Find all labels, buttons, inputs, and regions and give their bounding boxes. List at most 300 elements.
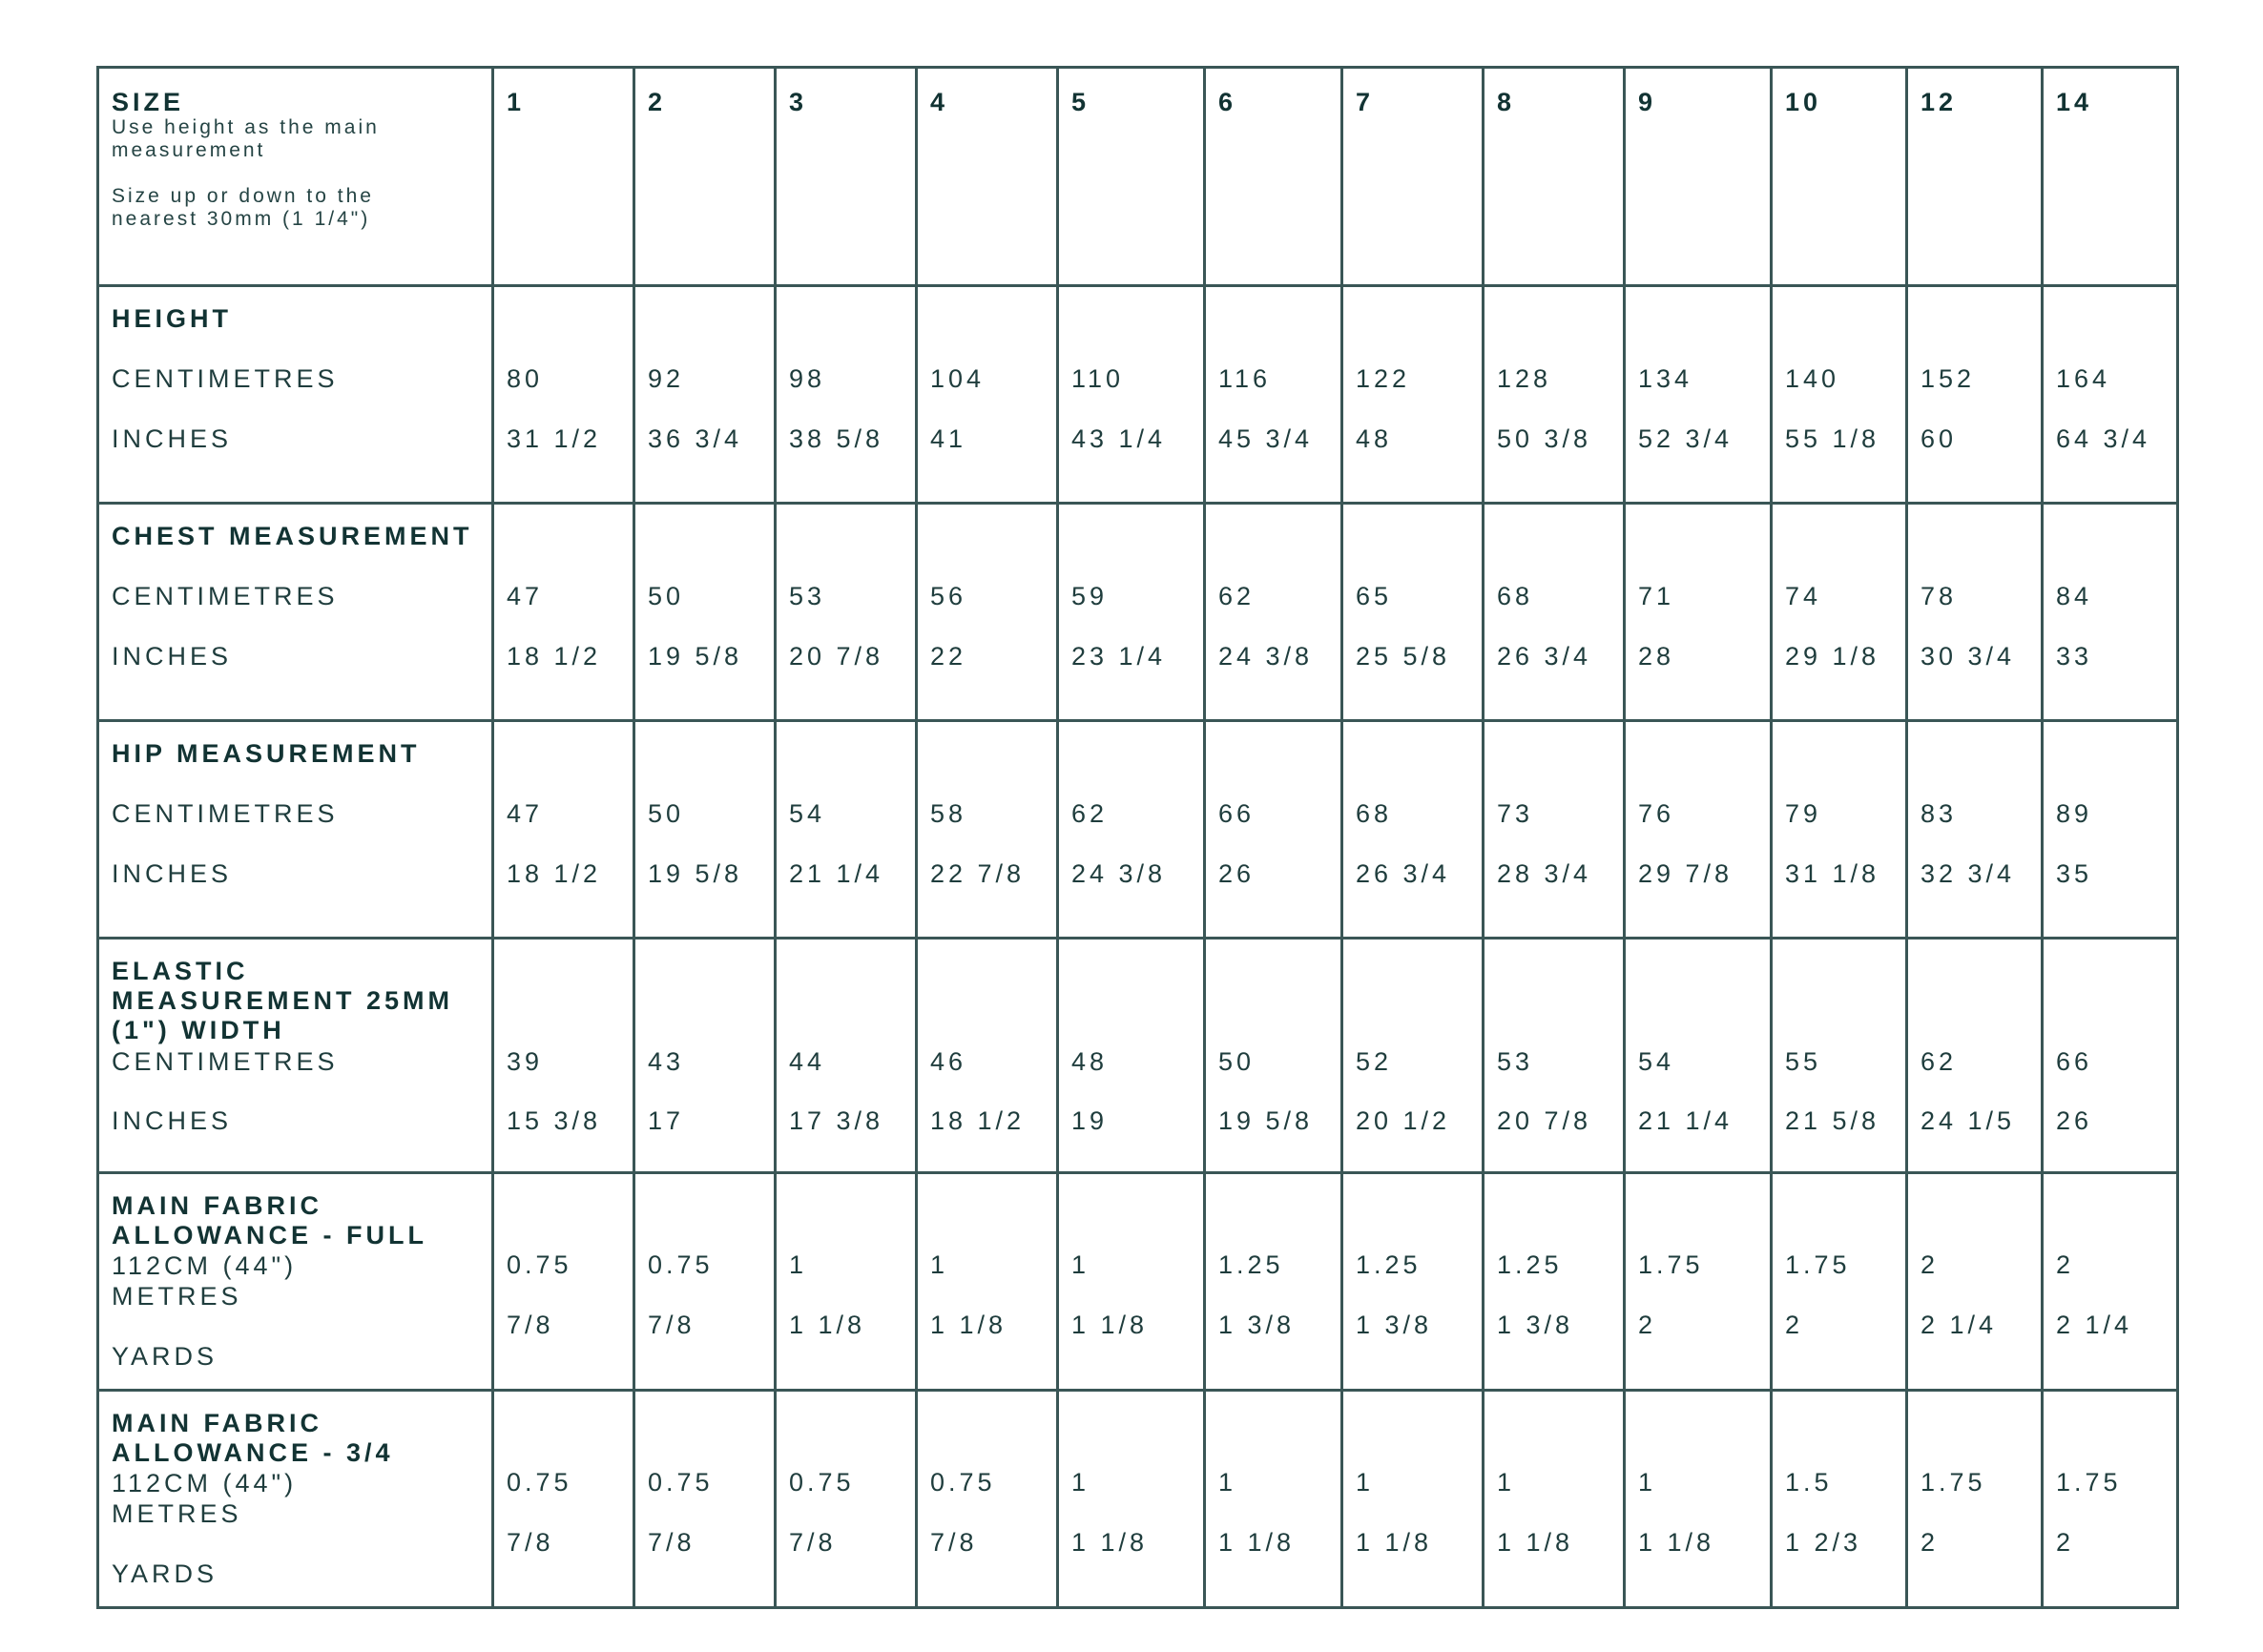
value-cell [1342, 939, 1484, 1173]
value-primary: 1.25 [1497, 1250, 1563, 1279]
value-cell [1205, 504, 1342, 721]
value-secondary: 1 1/8 [1638, 1528, 1715, 1557]
value-primary: 68 [1497, 582, 1534, 610]
value-primary: 44 [789, 1047, 826, 1076]
value-primary: 46 [930, 1047, 967, 1076]
section-title: CHEST MEASUREMENT [112, 522, 473, 550]
unit-label-primary: CENTIMETRES [112, 364, 339, 393]
value-primary: 47 [507, 582, 544, 610]
value-primary: 62 [1920, 1047, 1958, 1076]
value-secondary: 52 3/4 [1638, 424, 1734, 453]
unit-label-secondary: YARDS [112, 1342, 218, 1371]
value-primary: 55 [1785, 1047, 1822, 1076]
value-secondary: 26 [1218, 859, 1256, 888]
unit-label-secondary: YARDS [112, 1559, 218, 1588]
value-cell [1058, 721, 1205, 939]
value-secondary: 26 3/4 [1356, 859, 1451, 888]
value-cell [2043, 1391, 2178, 1608]
value-cell-inner [635, 1174, 774, 1389]
value-secondary: 1 3/8 [1497, 1311, 1574, 1339]
value-primary: 54 [789, 799, 826, 828]
value-cell-inner [1908, 722, 2041, 937]
value-cell-inner [1206, 287, 1340, 502]
value-primary: 62 [1071, 799, 1109, 828]
value-cell [776, 1391, 917, 1608]
measurement-label-cell [98, 721, 493, 939]
value-cell-inner [494, 505, 633, 719]
size-column-header [1625, 68, 1772, 286]
size-number: 10 [1785, 88, 1822, 116]
size-column-inner [1206, 69, 1340, 284]
value-cell-inner [1343, 722, 1482, 937]
value-cell [493, 1173, 634, 1391]
value-cell-inner [635, 1392, 774, 1606]
value-cell [634, 1173, 776, 1391]
value-cell [1205, 721, 1342, 939]
value-cell [1058, 1391, 1205, 1608]
value-cell-inner [1059, 1174, 1203, 1389]
value-cell [1772, 939, 1907, 1173]
value-primary: 0.75 [648, 1468, 714, 1497]
value-cell-inner [777, 1392, 915, 1606]
value-secondary: 25 5/8 [1356, 642, 1451, 671]
value-cell-inner [1773, 1392, 1905, 1606]
size-title: SIZE [112, 88, 185, 116]
value-cell-inner [1343, 940, 1482, 1171]
value-cell-inner [1626, 1174, 1770, 1389]
value-primary: 48 [1071, 1047, 1109, 1076]
size-chart-table [96, 66, 2179, 1609]
value-cell-inner [1206, 1174, 1340, 1389]
value-secondary: 28 [1638, 642, 1675, 671]
measurement-label-inner [99, 1392, 491, 1606]
value-primary: 1.75 [2056, 1468, 2122, 1497]
section-title: HEIGHT [112, 304, 233, 333]
value-secondary: 23 1/4 [1071, 642, 1167, 671]
unit-label-secondary: INCHES [112, 859, 233, 888]
value-cell-inner [1059, 1392, 1203, 1606]
value-primary: 0.75 [930, 1468, 996, 1497]
value-secondary: 1 3/8 [1356, 1311, 1433, 1339]
value-cell [1772, 504, 1907, 721]
measurement-label-cell [98, 939, 493, 1173]
value-cell-inner [1908, 940, 2041, 1171]
value-primary: 78 [1920, 582, 1958, 610]
value-secondary: 41 [930, 424, 967, 453]
measurement-row [98, 504, 2178, 721]
value-primary: 1.75 [1638, 1250, 1704, 1279]
value-cell-inner [1484, 1392, 1623, 1606]
value-primary: 1 [1218, 1468, 1237, 1497]
value-cell-inner [1773, 722, 1905, 937]
value-cell-inner [635, 287, 774, 502]
value-cell [1342, 721, 1484, 939]
size-column-inner [1059, 69, 1203, 284]
value-cell-inner [494, 1174, 633, 1389]
measurement-row [98, 939, 2178, 1173]
value-cell [1484, 939, 1625, 1173]
value-secondary: 19 [1071, 1106, 1109, 1135]
value-cell [1342, 1173, 1484, 1391]
value-cell-inner [1908, 287, 2041, 502]
value-cell [634, 286, 776, 504]
value-secondary: 7/8 [648, 1311, 696, 1339]
size-column-inner [1484, 69, 1623, 284]
value-cell-inner [2044, 940, 2176, 1171]
value-secondary: 24 1/5 [1920, 1106, 2016, 1135]
value-cell [2043, 286, 2178, 504]
value-cell-inner [1773, 940, 1905, 1171]
value-cell [1484, 1173, 1625, 1391]
size-number: 5 [1071, 88, 1090, 116]
value-cell-inner [1626, 940, 1770, 1171]
value-primary: 152 [1920, 364, 1976, 393]
size-column-inner [1343, 69, 1482, 284]
size-number: 8 [1497, 88, 1516, 116]
value-cell-inner [777, 287, 915, 502]
section-title: HIP MEASUREMENT [112, 739, 421, 768]
size-column-inner [494, 69, 633, 284]
size-column-header [634, 68, 776, 286]
value-primary: 80 [507, 364, 544, 393]
value-primary: 1 [1356, 1468, 1375, 1497]
value-primary: 1.25 [1218, 1250, 1284, 1279]
size-number: 7 [1356, 88, 1375, 116]
value-cell-inner [1484, 287, 1623, 502]
value-cell [1772, 286, 1907, 504]
value-cell [493, 504, 634, 721]
value-cell [1205, 1391, 1342, 1608]
measurement-label-cell [98, 1173, 493, 1391]
value-secondary: 2 [1638, 1311, 1657, 1339]
measurement-row [98, 721, 2178, 939]
value-primary: 1 [1638, 1468, 1657, 1497]
value-secondary: 2 1/4 [1920, 1311, 1998, 1339]
value-cell-inner [1059, 505, 1203, 719]
value-cell-inner [635, 940, 774, 1171]
value-secondary: 29 1/8 [1785, 642, 1880, 671]
value-secondary: 24 3/8 [1218, 642, 1314, 671]
value-secondary: 1 1/8 [1071, 1528, 1149, 1557]
value-secondary: 2 [2056, 1528, 2075, 1557]
value-secondary: 21 5/8 [1785, 1106, 1880, 1135]
value-cell [1058, 504, 1205, 721]
size-number: 1 [507, 88, 526, 116]
measurement-label-inner [99, 287, 491, 502]
value-cell [1058, 939, 1205, 1173]
unit-label-primary: 112CM (44") METRES [112, 1251, 298, 1311]
value-cell-inner [1908, 505, 2041, 719]
value-cell-inner [494, 287, 633, 502]
value-primary: 66 [2056, 1047, 2093, 1076]
value-secondary: 60 [1920, 424, 1958, 453]
value-cell [1625, 286, 1772, 504]
value-secondary: 20 7/8 [1497, 1106, 1592, 1135]
value-cell [1484, 1391, 1625, 1608]
value-secondary: 15 3/8 [507, 1106, 602, 1135]
value-secondary: 21 1/4 [789, 859, 884, 888]
value-cell-inner [1343, 287, 1482, 502]
value-primary: 84 [2056, 582, 2093, 610]
value-cell-inner [1773, 1174, 1905, 1389]
value-secondary: 1 2/3 [1785, 1528, 1862, 1557]
value-primary: 1 [789, 1250, 808, 1279]
value-primary: 2 [2056, 1250, 2075, 1279]
value-secondary: 7/8 [648, 1528, 696, 1557]
value-cell [634, 939, 776, 1173]
size-chart-body [98, 68, 2178, 1608]
value-cell [1058, 286, 1205, 504]
value-cell [1772, 721, 1907, 939]
size-number: 2 [648, 88, 667, 116]
value-cell [1625, 939, 1772, 1173]
measurement-label-inner [99, 940, 491, 1171]
value-cell [1484, 721, 1625, 939]
value-primary: 0.75 [507, 1250, 572, 1279]
value-primary: 1.5 [1785, 1468, 1833, 1497]
value-cell [1625, 504, 1772, 721]
size-number: 6 [1218, 88, 1237, 116]
value-cell-inner [1343, 505, 1482, 719]
value-secondary: 2 [1920, 1528, 1940, 1557]
size-number: 3 [789, 88, 808, 116]
unit-label-primary: CENTIMETRES [112, 1047, 339, 1076]
value-cell [493, 721, 634, 939]
value-secondary: 55 1/8 [1785, 424, 1880, 453]
size-column-header [776, 68, 917, 286]
value-cell-inner [1206, 722, 1340, 937]
value-primary: 92 [648, 364, 685, 393]
value-cell-inner [635, 505, 774, 719]
value-primary: 59 [1071, 582, 1109, 610]
measurement-label-inner [99, 1174, 491, 1389]
value-secondary: 19 5/8 [1218, 1106, 1314, 1135]
measurement-row [98, 1173, 2178, 1391]
value-secondary: 22 [930, 642, 967, 671]
value-cell [1342, 286, 1484, 504]
value-cell-inner [1773, 505, 1905, 719]
size-number: 12 [1920, 88, 1958, 116]
value-primary: 62 [1218, 582, 1256, 610]
size-number: 4 [930, 88, 949, 116]
measurement-label-cell [98, 286, 493, 504]
value-cell-inner [1484, 1174, 1623, 1389]
value-primary: 1 [930, 1250, 949, 1279]
value-secondary: 18 1/2 [930, 1106, 1026, 1135]
value-cell [776, 504, 917, 721]
unit-label-primary: CENTIMETRES [112, 582, 339, 610]
value-primary: 0.75 [648, 1250, 714, 1279]
value-primary: 122 [1356, 364, 1411, 393]
value-cell [1205, 286, 1342, 504]
value-primary: 110 [1071, 364, 1125, 393]
value-cell [917, 721, 1058, 939]
value-primary: 39 [507, 1047, 544, 1076]
value-cell-inner [1484, 722, 1623, 937]
value-cell-inner [2044, 287, 2176, 502]
size-number: 9 [1638, 88, 1657, 116]
value-primary: 71 [1638, 582, 1675, 610]
value-primary: 53 [1497, 1047, 1534, 1076]
value-cell [1625, 1173, 1772, 1391]
unit-label-primary: 112CM (44") METRES [112, 1469, 298, 1528]
value-cell-inner [1343, 1392, 1482, 1606]
value-secondary: 1 1/8 [1356, 1528, 1433, 1557]
value-secondary: 2 [1785, 1311, 1804, 1339]
value-cell [634, 721, 776, 939]
size-column-inner [2044, 69, 2176, 284]
value-secondary: 1 1/8 [1218, 1528, 1296, 1557]
value-cell [917, 1173, 1058, 1391]
value-secondary: 29 7/8 [1638, 859, 1734, 888]
value-primary: 0.75 [507, 1468, 572, 1497]
measurement-label-cell [98, 504, 493, 721]
value-cell-inner [918, 940, 1056, 1171]
value-secondary: 7/8 [930, 1528, 978, 1557]
value-cell [1625, 721, 1772, 939]
value-primary: 1 [1071, 1250, 1090, 1279]
value-secondary: 45 3/4 [1218, 424, 1314, 453]
value-primary: 79 [1785, 799, 1822, 828]
value-primary: 0.75 [789, 1468, 855, 1497]
value-primary: 1.25 [1356, 1250, 1422, 1279]
value-cell [1205, 939, 1342, 1173]
value-secondary: 7/8 [507, 1528, 554, 1557]
size-column-header [1907, 68, 2043, 286]
value-primary: 98 [789, 364, 826, 393]
unit-label-secondary: INCHES [112, 424, 233, 453]
value-secondary: 18 1/2 [507, 642, 602, 671]
measurement-label-inner [99, 505, 491, 719]
value-cell-inner [1626, 722, 1770, 937]
value-cell-inner [494, 1392, 633, 1606]
value-secondary: 43 1/4 [1071, 424, 1167, 453]
size-column-inner [635, 69, 774, 284]
measurement-row [98, 1391, 2178, 1608]
value-cell [1342, 1391, 1484, 1608]
value-cell-inner [918, 287, 1056, 502]
value-cell-inner [1059, 722, 1203, 937]
value-primary: 76 [1638, 799, 1675, 828]
value-cell [776, 721, 917, 939]
value-cell [776, 1173, 917, 1391]
value-secondary: 35 [2056, 859, 2093, 888]
value-cell-inner [1206, 940, 1340, 1171]
size-column-header [2043, 68, 2178, 286]
value-cell [1205, 1173, 1342, 1391]
value-cell-inner [1206, 505, 1340, 719]
value-primary: 1 [1497, 1468, 1516, 1497]
value-cell [917, 939, 1058, 1173]
value-secondary: 24 3/8 [1071, 859, 1167, 888]
value-primary: 1.75 [1920, 1468, 1986, 1497]
value-cell [1907, 1391, 2043, 1608]
value-secondary: 32 3/4 [1920, 859, 2016, 888]
value-cell [1484, 504, 1625, 721]
value-primary: 128 [1497, 364, 1552, 393]
value-primary: 66 [1218, 799, 1256, 828]
size-header-row [98, 68, 2178, 286]
value-secondary: 26 3/4 [1497, 642, 1592, 671]
value-primary: 73 [1497, 799, 1534, 828]
value-cell [1342, 504, 1484, 721]
value-primary: 164 [2056, 364, 2111, 393]
size-number: 14 [2056, 88, 2093, 116]
value-cell [1625, 1391, 1772, 1608]
value-secondary: 7/8 [789, 1528, 837, 1557]
size-column-inner [918, 69, 1056, 284]
value-cell [776, 939, 917, 1173]
section-title: MAIN FABRIC ALLOWANCE - 3/4 [112, 1409, 394, 1467]
value-secondary: 21 1/4 [1638, 1106, 1734, 1135]
size-column-header [1772, 68, 1907, 286]
value-secondary: 48 [1356, 424, 1393, 453]
value-primary: 2 [1920, 1250, 1940, 1279]
value-cell-inner [777, 1174, 915, 1389]
value-primary: 74 [1785, 582, 1822, 610]
value-cell-inner [1484, 505, 1623, 719]
value-cell [2043, 504, 2178, 721]
value-cell-inner [1908, 1174, 2041, 1389]
value-cell [917, 286, 1058, 504]
size-column-header [1205, 68, 1342, 286]
value-cell [634, 1391, 776, 1608]
value-cell [917, 504, 1058, 721]
size-column-inner [1908, 69, 2041, 284]
unit-label-secondary: INCHES [112, 1106, 233, 1135]
value-primary: 54 [1638, 1047, 1675, 1076]
measurement-label-cell [98, 1391, 493, 1608]
value-secondary: 38 5/8 [789, 424, 884, 453]
value-secondary: 31 1/8 [1785, 859, 1880, 888]
value-primary: 58 [930, 799, 967, 828]
value-primary: 65 [1356, 582, 1393, 610]
value-cell-inner [1773, 287, 1905, 502]
value-cell-inner [918, 505, 1056, 719]
value-secondary: 36 3/4 [648, 424, 743, 453]
size-column-header [493, 68, 634, 286]
value-cell [1907, 939, 2043, 1173]
value-cell [493, 939, 634, 1173]
value-cell [634, 504, 776, 721]
value-cell [2043, 939, 2178, 1173]
value-secondary: 19 5/8 [648, 859, 743, 888]
size-column-header [1484, 68, 1625, 286]
value-cell-inner [777, 722, 915, 937]
value-primary: 140 [1785, 364, 1840, 393]
value-secondary: 17 [648, 1106, 685, 1135]
value-primary: 68 [1356, 799, 1393, 828]
value-primary: 47 [507, 799, 544, 828]
value-cell-inner [2044, 505, 2176, 719]
value-cell [776, 286, 917, 504]
value-secondary: 20 7/8 [789, 642, 884, 671]
value-cell-inner [2044, 1392, 2176, 1606]
value-secondary: 26 [2056, 1106, 2093, 1135]
value-cell [1058, 1173, 1205, 1391]
value-cell-inner [1484, 940, 1623, 1171]
size-column-header [1058, 68, 1205, 286]
value-cell-inner [918, 1392, 1056, 1606]
value-primary: 53 [789, 582, 826, 610]
value-cell-inner [1626, 287, 1770, 502]
value-cell-inner [777, 505, 915, 719]
value-cell [1907, 286, 2043, 504]
value-primary: 56 [930, 582, 967, 610]
value-secondary: 1 1/8 [1071, 1311, 1149, 1339]
value-secondary: 28 3/4 [1497, 859, 1592, 888]
value-primary: 1.75 [1785, 1250, 1851, 1279]
